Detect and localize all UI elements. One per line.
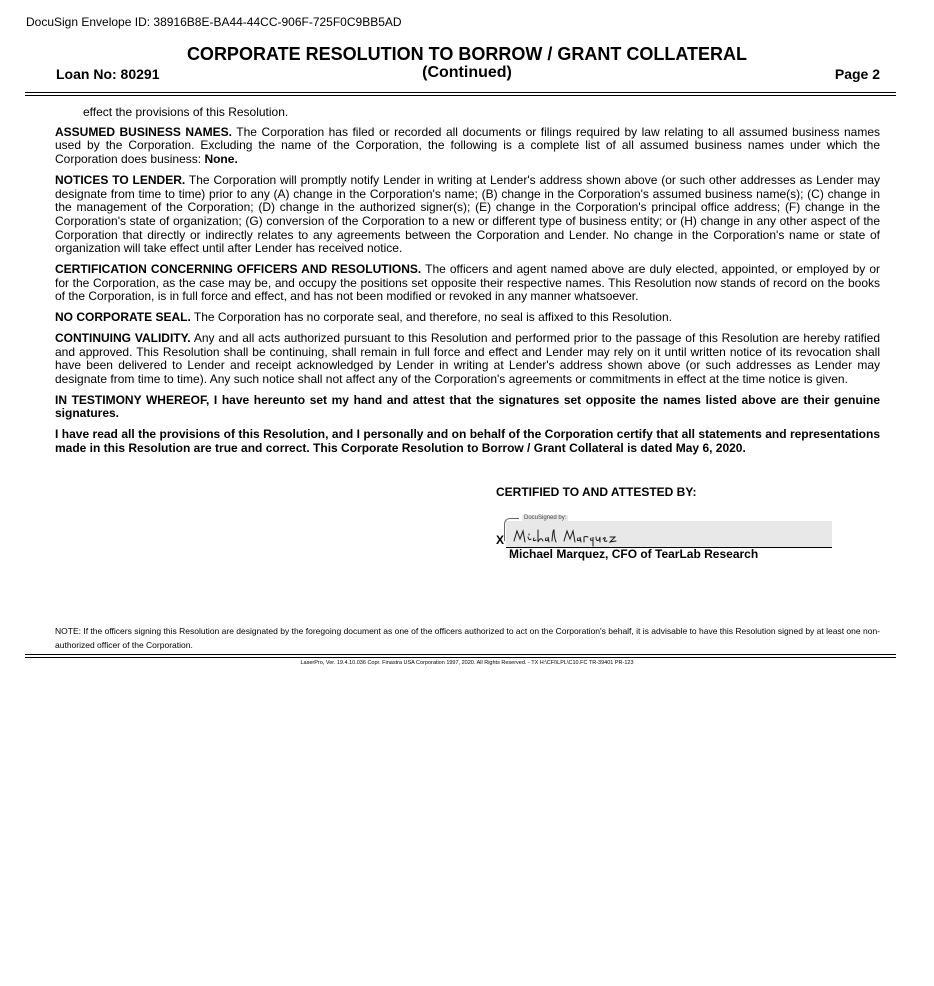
assumed-names-paragraph xyxy=(55,126,880,167)
intro-paragraph: effect the provisions of this Resolution. xyxy=(83,105,289,119)
assumed-names-value: None. xyxy=(204,152,238,167)
footer-divider xyxy=(25,654,896,655)
title-word: GRANT xyxy=(557,44,622,64)
title-word: CORPORATE xyxy=(186,44,301,64)
loan-number: Loan No: 80291 xyxy=(56,66,160,82)
testimony-paragraph: IN TESTIMONY WHEREOF, I have hereunto set my hand and attest that the signatures set opposite the names listed above are their genuine signatures. xyxy=(55,392,880,421)
title-word: / xyxy=(547,44,553,64)
footer-copyright: LaserPro, Ver. 19.4.10.036 Copr. Finastra USA Corporation 1997, 2020. All Rights Reserved. - TX H:\CFI\LPL\C10.FC TR-39401 PR-123 xyxy=(300,660,634,666)
section-heading: CONTINUING VALIDITY. xyxy=(55,330,191,345)
section-heading: NOTICES TO LENDER. xyxy=(55,172,186,187)
signature-x-mark: X xyxy=(496,533,505,547)
section-heading: NO CORPORATE SEAL. xyxy=(55,310,191,325)
section-heading: ASSUMED BUSINESS NAMES. xyxy=(55,124,232,139)
continuing-validity-paragraph xyxy=(55,332,880,387)
seal-paragraph xyxy=(55,311,880,325)
header-divider xyxy=(25,95,896,96)
title-word: TO xyxy=(428,44,454,64)
section-text: The Corporation has filed or recorded all documents or filings required by law relating to all assumed business names used by the Corporation. Excluding the name of the Corporation, the following is a complete list of all assumed business names under which the Corporation does business: xyxy=(55,124,880,167)
signer-name: Michael Marquez, CFO of TearLab Research xyxy=(509,547,759,561)
page-number: Page 2 xyxy=(834,66,880,82)
docusigned-label: DocuSigned by: xyxy=(524,515,567,521)
title-word: BORROW xyxy=(458,44,543,64)
document-title xyxy=(0,44,934,65)
note-paragraph: NOTE: If the officers signing this Resolution are designated by the foregoing document as one of the officers authorized to act on the Corporation's behalf, it is advisable to have this Resolution signed by at least one non-authorized officer of the Corporation. xyxy=(55,626,880,650)
header-divider xyxy=(25,92,896,93)
resolution-body xyxy=(55,106,880,462)
continued-label: (Continued) xyxy=(422,64,512,81)
section-text: Any and all acts authorized pursuant to this Resolution and performed prior to the passage of this Resolution are hereby ratified and approved. This Resolution shall be continuing, shall remain in full force and effect and Lender may rely on it until written notice of its revocation shall have been delivered to Lender and receipt acknowledged by Lender in writing at Lender's address shown above (or such addresses as Lender may designate from time to time). Any such notice shall not affect any of the Corporation's agreements or commitments in effect at the time notice is given. xyxy=(55,330,880,386)
envelope-id: DocuSign Envelope ID: 38916B8E-BA44-44CC-906F-725F0C9BB5AD xyxy=(26,15,402,29)
title-word: RESOLUTION xyxy=(305,44,424,64)
section-text: The Corporation will promptly notify Lender in writing at Lender's address shown above (or such other addresses as Lender may designate from time to time) prior to any (A) change in the Corporation's name; (B) change in the Corporation's assumed business name(s); (C) change in the management of the Corporation; (D) change in the authorized signer(s); (E) change in the Corporation's principal office address; (F) change in the Corporation's state of organization; (G) conversion of the Corporation to a new or different type of business entity; or (H) change in any other aspect of the Corporation that directly or indirectly relates to any agreements between the Corporation and Lender. No change in the Corporation's name or state of organization will take effect until after Lender has received notice. xyxy=(55,172,880,256)
certification-paragraph xyxy=(55,263,880,304)
notices-paragraph xyxy=(55,174,880,256)
section-text: The officers and agent named above are duly elected, appointed, or employed by or for the Corporation, as the case may be, and occupy the positions set opposite their respective names. This Resolution now stands of record on the books of the Corporation, is in full force and effect, and has not been modified or revoked in any manner whatsoever. xyxy=(55,262,881,304)
footer-divider xyxy=(25,657,896,658)
section-text: The Corporation has no corporate seal, and therefore, no seal is affixed to this Resolution. xyxy=(193,310,672,325)
certified-label: CERTIFIED TO AND ATTESTED BY: xyxy=(496,485,697,499)
certify-paragraph: I have read all the provisions of this Resolution, and I personally and on behalf of the Corporation certify that all statements and representations made in this Resolution are true and correct. This Corporate Resolution to Borrow / Grant Collateral is dated May 6, 2020. xyxy=(55,427,880,455)
title-word: COLLATERAL xyxy=(626,44,748,64)
section-heading: CERTIFICATION CONCERNING OFFICERS AND RESOLUTIONS. xyxy=(55,262,422,277)
